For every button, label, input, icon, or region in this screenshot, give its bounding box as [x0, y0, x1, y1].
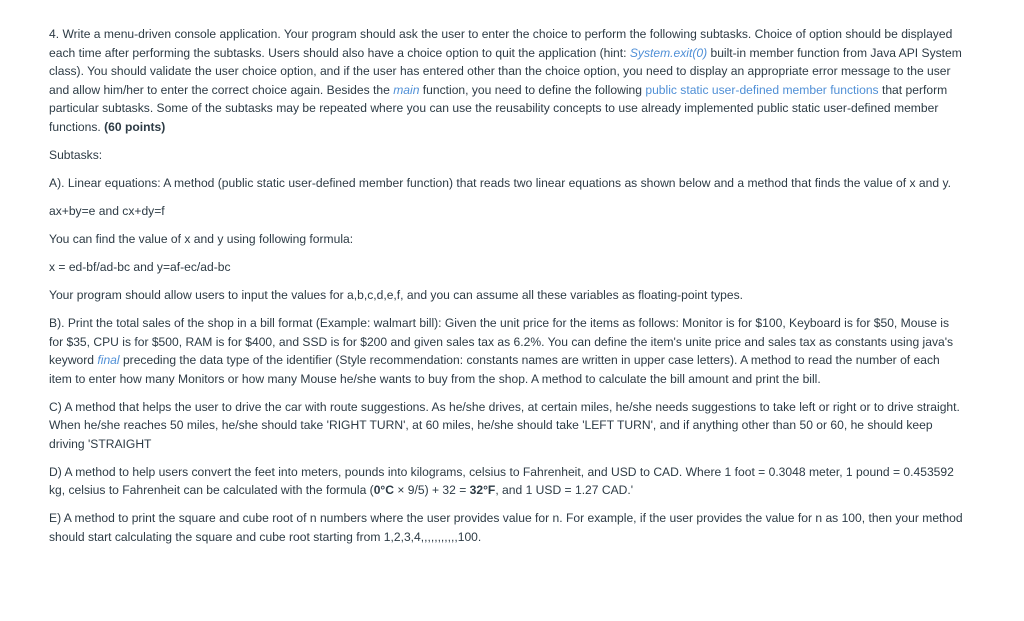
subtask-d-text-1: D) A method to help users convert the feet into meters, pounds into kilograms, celsius to Fahrenheit, and USD to CAD. Where 1 foot = 0.3048 meter, 1 pound = 0.453592 kg, celsius to Fahrenheit can be calculated with the formula (	[49, 464, 954, 498]
celsius-value: 0°C	[373, 483, 394, 498]
subtasks-heading: Subtasks:	[49, 147, 103, 162]
final-keyword-reference: final	[97, 353, 120, 368]
question-text-1: 4. Write a menu-driven console application. Your program should ask the user to enter the choice to perform the following subtasks. Choice of option should be displayed each time after performing the subtasks. Users should also have a choice option to quit the application (hint:	[49, 27, 953, 60]
subtask-d-text-2: × 9/5) + 32 =	[393, 483, 470, 498]
subtask-a-formula: x = ed-bf/ad-bc and y=af-ec/ad-bc	[49, 259, 231, 274]
subtask-d-paragraph	[49, 463, 965, 500]
assignment-document	[49, 25, 965, 556]
question-text-3: function, you need to define the following	[419, 82, 646, 97]
subtask-e-paragraph: E) A method to print the square and cube root of n numbers where the user provides value for n. For example, if the user provides the value for n as 100, then your method should start calculating the square and cube root starting from 1,2,3,4,,,,,,,,,,,100.	[49, 511, 963, 544]
system-exit-reference: System.exit(0)	[629, 45, 708, 60]
subtask-b-text-2: preceding the data type of the identifier (Style recommendation: constants names are written in upper case letters). A method to read the number of each item to enter how many Monitors or how many Mouse he/she wants to buy from the shop. A method to calculate the bill amount and print the bill.	[49, 353, 940, 386]
subtask-d-text-3: , and 1 USD = 1.27 CAD.'	[495, 483, 634, 498]
subtask-b-paragraph	[49, 314, 965, 388]
subtask-a-formula-intro: You can find the value of x and y using following formula:	[49, 231, 354, 246]
question-paragraph	[49, 25, 965, 136]
subtask-a-note: Your program should allow users to input the values for a,b,c,d,e,f, and you can assume all these variables as floating-point types.	[49, 288, 743, 303]
subtask-b-text-1: B). Print the total sales of the shop in a bill format (Example: walmart bill): Given the unit price for the items as follows: Monitor is for $100, Keyboard is for $50, Mouse is for $35, CPU is for $500, RAM is for $400, and SSD is for $200 and given sales tax as 6.2%. You can define the item's unite price and sales tax as constants using java's keyword	[49, 316, 954, 368]
question-text-2: built-in member function from Java API System class). You should validate the user choice option, and if the user has entered other than the choice option, you need to display an appropriate error message to the user and allow him/her to enter the correct choice again. Besides the	[49, 45, 962, 97]
subtask-a-intro: A). Linear equations: A method (public static user-defined member function) that reads two linear equations as shown below and a method that finds the value of x and y.	[49, 175, 951, 190]
public-static-functions-reference: public static user-defined member functions	[645, 82, 879, 97]
question-text-4: that perform particular subtasks. Some of the subtasks may be repeated where you can use the reusability concepts to use already implemented public static user-defined member functions.	[49, 82, 948, 134]
subtask-a-equations: ax+by=e and cx+dy=f	[49, 203, 165, 218]
points-label: (60 points)	[104, 119, 166, 134]
fahrenheit-value: 32°F	[469, 483, 496, 498]
subtask-c-paragraph: C) A method that helps the user to drive the car with route suggestions. As he/she drives, at certain miles, he/she needs suggestions to take left or right or to drive straight. When he/she reaches 50 miles, he/she should take 'RIGHT TURN', at 60 miles, he/she should take 'LEFT TURN', and if anything other than 50 or 60, he should keep driving 'STRAIGHT	[49, 399, 960, 451]
main-function-reference: main	[393, 82, 420, 97]
